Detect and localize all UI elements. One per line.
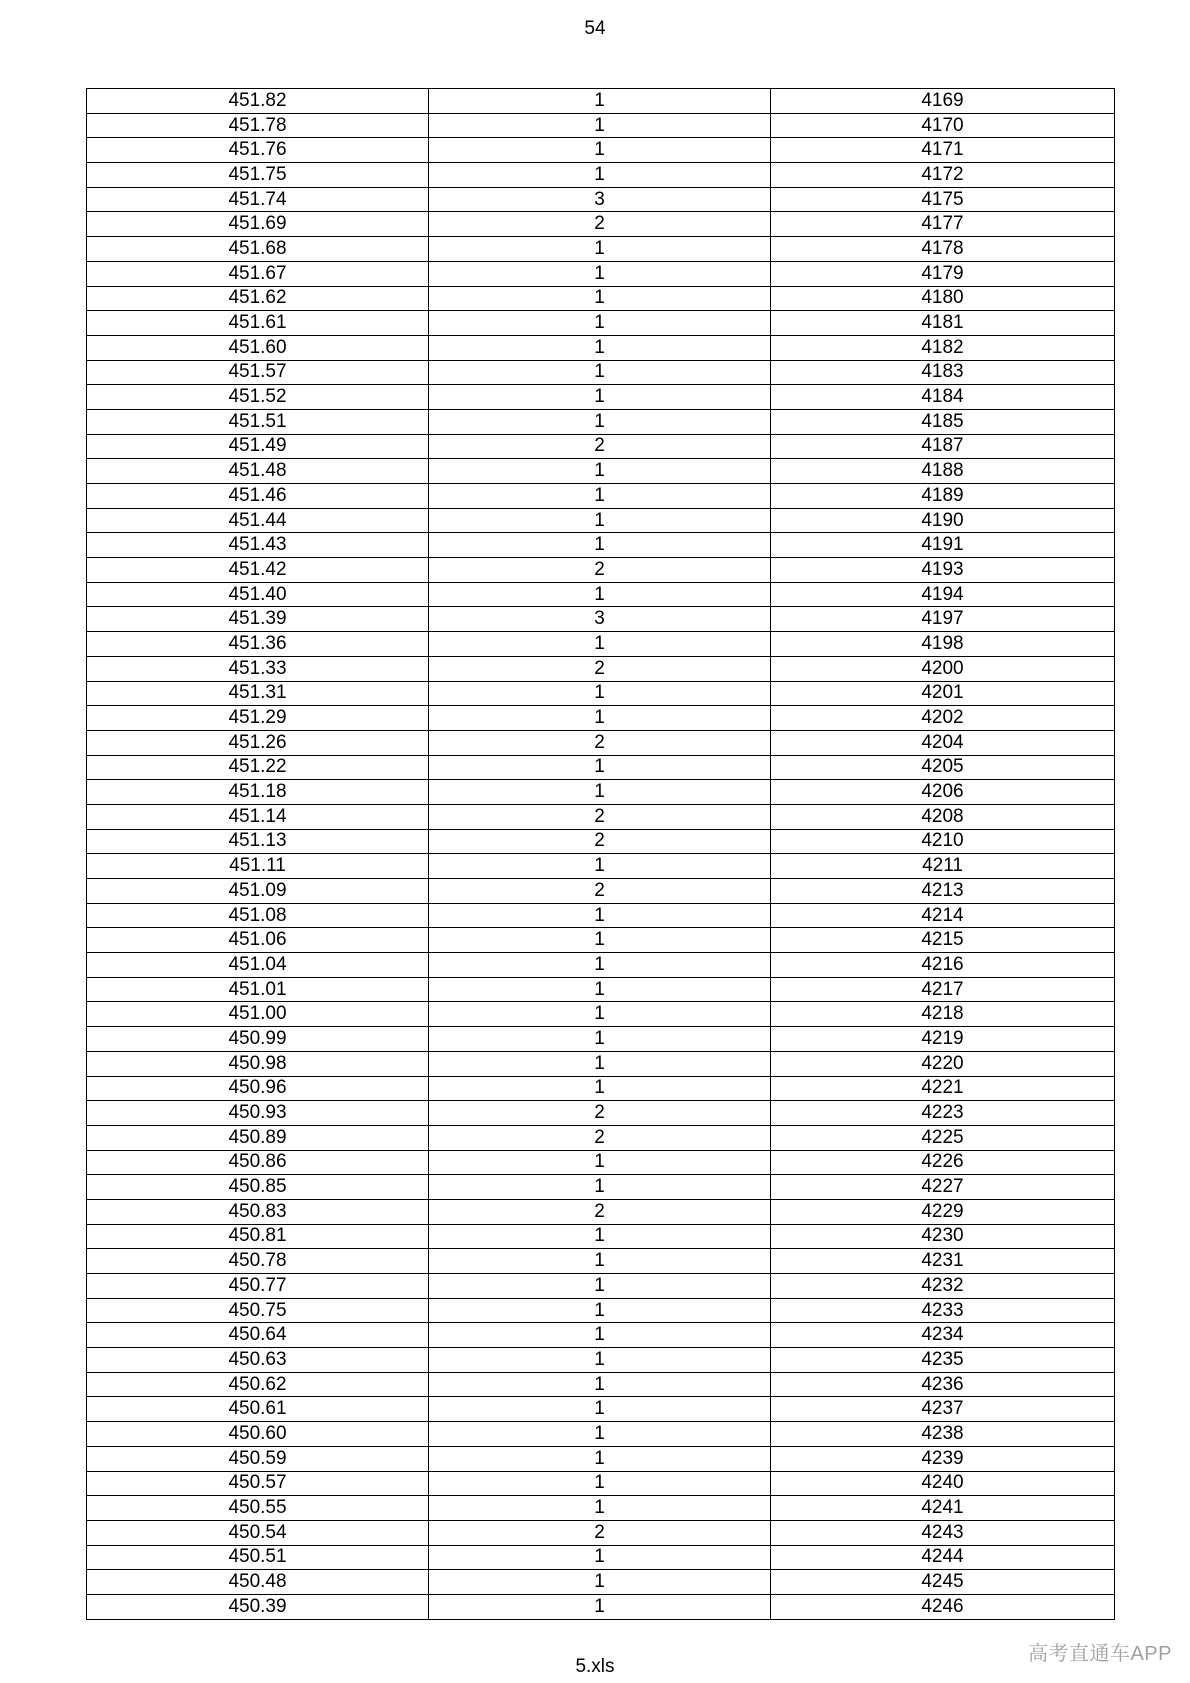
count-cell: 1 (429, 237, 771, 262)
cumulative-cell: 4229 (771, 1199, 1115, 1224)
table-row (87, 755, 1115, 780)
count-cell: 1 (429, 854, 771, 879)
score-cell: 451.36 (87, 632, 429, 657)
cumulative-cell: 4170 (771, 113, 1115, 138)
score-cell: 450.39 (87, 1594, 429, 1619)
cumulative-cell: 4220 (771, 1051, 1115, 1076)
cumulative-cell: 4181 (771, 311, 1115, 336)
score-cell: 451.43 (87, 533, 429, 558)
cumulative-cell: 4188 (771, 459, 1115, 484)
cumulative-cell: 4200 (771, 656, 1115, 681)
table-row (87, 879, 1115, 904)
score-cell: 450.81 (87, 1224, 429, 1249)
count-cell: 2 (429, 1199, 771, 1224)
cumulative-cell: 4177 (771, 212, 1115, 237)
table-row (87, 212, 1115, 237)
count-cell: 1 (429, 261, 771, 286)
score-cell: 450.77 (87, 1274, 429, 1299)
cumulative-cell: 4179 (771, 261, 1115, 286)
cumulative-cell: 4232 (771, 1274, 1115, 1299)
cumulative-cell: 4241 (771, 1496, 1115, 1521)
table-row (87, 730, 1115, 755)
count-cell: 1 (429, 459, 771, 484)
count-cell: 1 (429, 360, 771, 385)
table-row (87, 1323, 1115, 1348)
count-cell: 3 (429, 607, 771, 632)
cumulative-cell: 4231 (771, 1249, 1115, 1274)
page-number: 54 (584, 18, 606, 39)
count-cell: 1 (429, 113, 771, 138)
table-row (87, 533, 1115, 558)
count-cell: 1 (429, 1027, 771, 1052)
score-cell: 450.85 (87, 1175, 429, 1200)
score-cell: 450.98 (87, 1051, 429, 1076)
score-cell: 451.49 (87, 434, 429, 459)
cumulative-cell: 4201 (771, 681, 1115, 706)
footer-filename: 5.xls (575, 1656, 615, 1677)
table-row (87, 854, 1115, 879)
cumulative-cell: 4218 (771, 1002, 1115, 1027)
table-row (87, 1570, 1115, 1595)
count-cell: 1 (429, 163, 771, 188)
cumulative-cell: 4223 (771, 1101, 1115, 1126)
cumulative-cell: 4204 (771, 730, 1115, 755)
score-cell: 451.52 (87, 385, 429, 410)
score-cell: 451.69 (87, 212, 429, 237)
count-cell: 1 (429, 1545, 771, 1570)
table-row (87, 1274, 1115, 1299)
table-row (87, 706, 1115, 731)
count-cell: 1 (429, 706, 771, 731)
table-row (87, 89, 1115, 114)
table-row (87, 335, 1115, 360)
score-cell: 451.44 (87, 508, 429, 533)
count-cell: 2 (429, 730, 771, 755)
count-cell: 1 (429, 1446, 771, 1471)
cumulative-cell: 4211 (771, 854, 1115, 879)
score-cell: 451.62 (87, 286, 429, 311)
score-cell: 451.08 (87, 903, 429, 928)
score-cell: 450.55 (87, 1496, 429, 1521)
table-row (87, 113, 1115, 138)
score-cell: 450.93 (87, 1101, 429, 1126)
cumulative-cell: 4182 (771, 335, 1115, 360)
score-table-body (87, 89, 1115, 1620)
score-cell: 450.75 (87, 1298, 429, 1323)
table-row (87, 1002, 1115, 1027)
score-cell: 450.51 (87, 1545, 429, 1570)
count-cell: 1 (429, 533, 771, 558)
table-row (87, 311, 1115, 336)
table-row (87, 286, 1115, 311)
count-cell: 1 (429, 1224, 771, 1249)
count-cell: 1 (429, 1298, 771, 1323)
table-row (87, 607, 1115, 632)
table-row (87, 138, 1115, 163)
table-row (87, 656, 1115, 681)
count-cell: 1 (429, 582, 771, 607)
cumulative-cell: 4237 (771, 1397, 1115, 1422)
score-cell: 451.22 (87, 755, 429, 780)
count-cell: 1 (429, 1051, 771, 1076)
score-cell: 450.60 (87, 1422, 429, 1447)
cumulative-cell: 4189 (771, 484, 1115, 509)
count-cell: 1 (429, 1076, 771, 1101)
table-row (87, 1471, 1115, 1496)
table-row (87, 360, 1115, 385)
score-cell: 451.42 (87, 558, 429, 583)
cumulative-cell: 4171 (771, 138, 1115, 163)
cumulative-cell: 4197 (771, 607, 1115, 632)
cumulative-cell: 4213 (771, 879, 1115, 904)
cumulative-cell: 4234 (771, 1323, 1115, 1348)
table-row (87, 484, 1115, 509)
cumulative-cell: 4193 (771, 558, 1115, 583)
table-row (87, 1101, 1115, 1126)
cumulative-cell: 4184 (771, 385, 1115, 410)
table-row (87, 1348, 1115, 1373)
table-row (87, 1051, 1115, 1076)
table-row (87, 187, 1115, 212)
table-row (87, 681, 1115, 706)
count-cell: 1 (429, 1570, 771, 1595)
score-cell: 451.51 (87, 409, 429, 434)
score-cell: 450.89 (87, 1125, 429, 1150)
table-row (87, 1446, 1115, 1471)
count-cell: 1 (429, 1175, 771, 1200)
score-table (86, 88, 1115, 1620)
count-cell: 2 (429, 1125, 771, 1150)
score-cell: 451.31 (87, 681, 429, 706)
score-cell: 450.54 (87, 1520, 429, 1545)
cumulative-cell: 4233 (771, 1298, 1115, 1323)
count-cell: 1 (429, 508, 771, 533)
table-row (87, 1175, 1115, 1200)
cumulative-cell: 4183 (771, 360, 1115, 385)
cumulative-cell: 4226 (771, 1150, 1115, 1175)
cumulative-cell: 4246 (771, 1594, 1115, 1619)
cumulative-cell: 4178 (771, 237, 1115, 262)
count-cell: 2 (429, 829, 771, 854)
table-row (87, 780, 1115, 805)
table-row (87, 385, 1115, 410)
cumulative-cell: 4185 (771, 409, 1115, 434)
table-row (87, 582, 1115, 607)
count-cell: 2 (429, 434, 771, 459)
score-cell: 450.86 (87, 1150, 429, 1175)
table-row (87, 953, 1115, 978)
table-row (87, 1027, 1115, 1052)
score-table-container (86, 88, 1114, 1620)
score-cell: 451.40 (87, 582, 429, 607)
score-cell: 451.74 (87, 187, 429, 212)
count-cell: 1 (429, 681, 771, 706)
count-cell: 1 (429, 409, 771, 434)
cumulative-cell: 4198 (771, 632, 1115, 657)
table-row (87, 1520, 1115, 1545)
table-row (87, 1125, 1115, 1150)
count-cell: 1 (429, 1002, 771, 1027)
table-row (87, 1372, 1115, 1397)
table-row (87, 632, 1115, 657)
cumulative-cell: 4245 (771, 1570, 1115, 1595)
cumulative-cell: 4240 (771, 1471, 1115, 1496)
table-row (87, 1224, 1115, 1249)
score-cell: 451.57 (87, 360, 429, 385)
score-cell: 451.46 (87, 484, 429, 509)
table-row (87, 829, 1115, 854)
count-cell: 1 (429, 1348, 771, 1373)
table-row (87, 1298, 1115, 1323)
cumulative-cell: 4243 (771, 1520, 1115, 1545)
score-cell: 451.18 (87, 780, 429, 805)
cumulative-cell: 4208 (771, 804, 1115, 829)
count-cell: 1 (429, 928, 771, 953)
count-cell: 1 (429, 1422, 771, 1447)
count-cell: 2 (429, 1520, 771, 1545)
score-cell: 451.78 (87, 113, 429, 138)
count-cell: 1 (429, 1323, 771, 1348)
count-cell: 2 (429, 212, 771, 237)
table-row (87, 508, 1115, 533)
table-row (87, 903, 1115, 928)
cumulative-cell: 4235 (771, 1348, 1115, 1373)
score-cell: 451.26 (87, 730, 429, 755)
count-cell: 1 (429, 1471, 771, 1496)
cumulative-cell: 4206 (771, 780, 1115, 805)
count-cell: 2 (429, 1101, 771, 1126)
count-cell: 1 (429, 89, 771, 114)
table-row (87, 409, 1115, 434)
table-row (87, 261, 1115, 286)
score-cell: 450.99 (87, 1027, 429, 1052)
count-cell: 1 (429, 335, 771, 360)
count-cell: 1 (429, 138, 771, 163)
count-cell: 1 (429, 977, 771, 1002)
cumulative-cell: 4230 (771, 1224, 1115, 1249)
count-cell: 1 (429, 1594, 771, 1619)
count-cell: 2 (429, 879, 771, 904)
score-cell: 450.63 (87, 1348, 429, 1373)
count-cell: 1 (429, 286, 771, 311)
count-cell: 1 (429, 780, 771, 805)
score-cell: 451.14 (87, 804, 429, 829)
score-cell: 450.59 (87, 1446, 429, 1471)
table-row (87, 1199, 1115, 1224)
score-cell: 451.67 (87, 261, 429, 286)
score-cell: 451.82 (87, 89, 429, 114)
table-row (87, 928, 1115, 953)
table-row (87, 1397, 1115, 1422)
score-cell: 451.48 (87, 459, 429, 484)
count-cell: 2 (429, 656, 771, 681)
cumulative-cell: 4217 (771, 977, 1115, 1002)
score-cell: 451.00 (87, 1002, 429, 1027)
score-cell: 451.01 (87, 977, 429, 1002)
count-cell: 1 (429, 953, 771, 978)
table-row (87, 1545, 1115, 1570)
table-row (87, 237, 1115, 262)
score-cell: 451.60 (87, 335, 429, 360)
count-cell: 2 (429, 804, 771, 829)
cumulative-cell: 4210 (771, 829, 1115, 854)
table-row (87, 1249, 1115, 1274)
watermark: 高考直通车APP (1027, 1643, 1172, 1665)
score-cell: 451.75 (87, 163, 429, 188)
score-cell: 451.76 (87, 138, 429, 163)
score-cell: 451.09 (87, 879, 429, 904)
score-cell: 451.61 (87, 311, 429, 336)
cumulative-cell: 4190 (771, 508, 1115, 533)
cumulative-cell: 4205 (771, 755, 1115, 780)
score-cell: 450.57 (87, 1471, 429, 1496)
table-row (87, 1594, 1115, 1619)
count-cell: 1 (429, 311, 771, 336)
table-row (87, 558, 1115, 583)
score-cell: 450.48 (87, 1570, 429, 1595)
cumulative-cell: 4194 (771, 582, 1115, 607)
score-cell: 450.83 (87, 1199, 429, 1224)
score-cell: 450.64 (87, 1323, 429, 1348)
cumulative-cell: 4169 (771, 89, 1115, 114)
score-cell: 451.39 (87, 607, 429, 632)
cumulative-cell: 4202 (771, 706, 1115, 731)
count-cell: 2 (429, 558, 771, 583)
table-row (87, 804, 1115, 829)
cumulative-cell: 4227 (771, 1175, 1115, 1200)
cumulative-cell: 4191 (771, 533, 1115, 558)
table-row (87, 1150, 1115, 1175)
score-cell: 450.61 (87, 1397, 429, 1422)
cumulative-cell: 4175 (771, 187, 1115, 212)
score-cell: 451.33 (87, 656, 429, 681)
score-cell: 451.06 (87, 928, 429, 953)
cumulative-cell: 4214 (771, 903, 1115, 928)
score-cell: 450.96 (87, 1076, 429, 1101)
score-cell: 450.78 (87, 1249, 429, 1274)
table-row (87, 1422, 1115, 1447)
table-row (87, 434, 1115, 459)
cumulative-cell: 4215 (771, 928, 1115, 953)
score-cell: 451.11 (87, 854, 429, 879)
score-cell: 450.62 (87, 1372, 429, 1397)
count-cell: 1 (429, 1249, 771, 1274)
cumulative-cell: 4216 (771, 953, 1115, 978)
count-cell: 1 (429, 484, 771, 509)
cumulative-cell: 4187 (771, 434, 1115, 459)
count-cell: 1 (429, 1150, 771, 1175)
table-row (87, 459, 1115, 484)
score-cell: 451.68 (87, 237, 429, 262)
cumulative-cell: 4172 (771, 163, 1115, 188)
count-cell: 1 (429, 632, 771, 657)
table-row (87, 163, 1115, 188)
score-cell: 451.04 (87, 953, 429, 978)
table-row (87, 1076, 1115, 1101)
count-cell: 1 (429, 1397, 771, 1422)
score-cell: 451.29 (87, 706, 429, 731)
count-cell: 1 (429, 755, 771, 780)
cumulative-cell: 4180 (771, 286, 1115, 311)
cumulative-cell: 4238 (771, 1422, 1115, 1447)
score-cell: 451.13 (87, 829, 429, 854)
count-cell: 1 (429, 1372, 771, 1397)
table-row (87, 1496, 1115, 1521)
count-cell: 3 (429, 187, 771, 212)
cumulative-cell: 4239 (771, 1446, 1115, 1471)
cumulative-cell: 4221 (771, 1076, 1115, 1101)
table-row (87, 977, 1115, 1002)
cumulative-cell: 4219 (771, 1027, 1115, 1052)
count-cell: 1 (429, 385, 771, 410)
cumulative-cell: 4244 (771, 1545, 1115, 1570)
cumulative-cell: 4225 (771, 1125, 1115, 1150)
cumulative-cell: 4236 (771, 1372, 1115, 1397)
count-cell: 1 (429, 1496, 771, 1521)
count-cell: 1 (429, 903, 771, 928)
count-cell: 1 (429, 1274, 771, 1299)
